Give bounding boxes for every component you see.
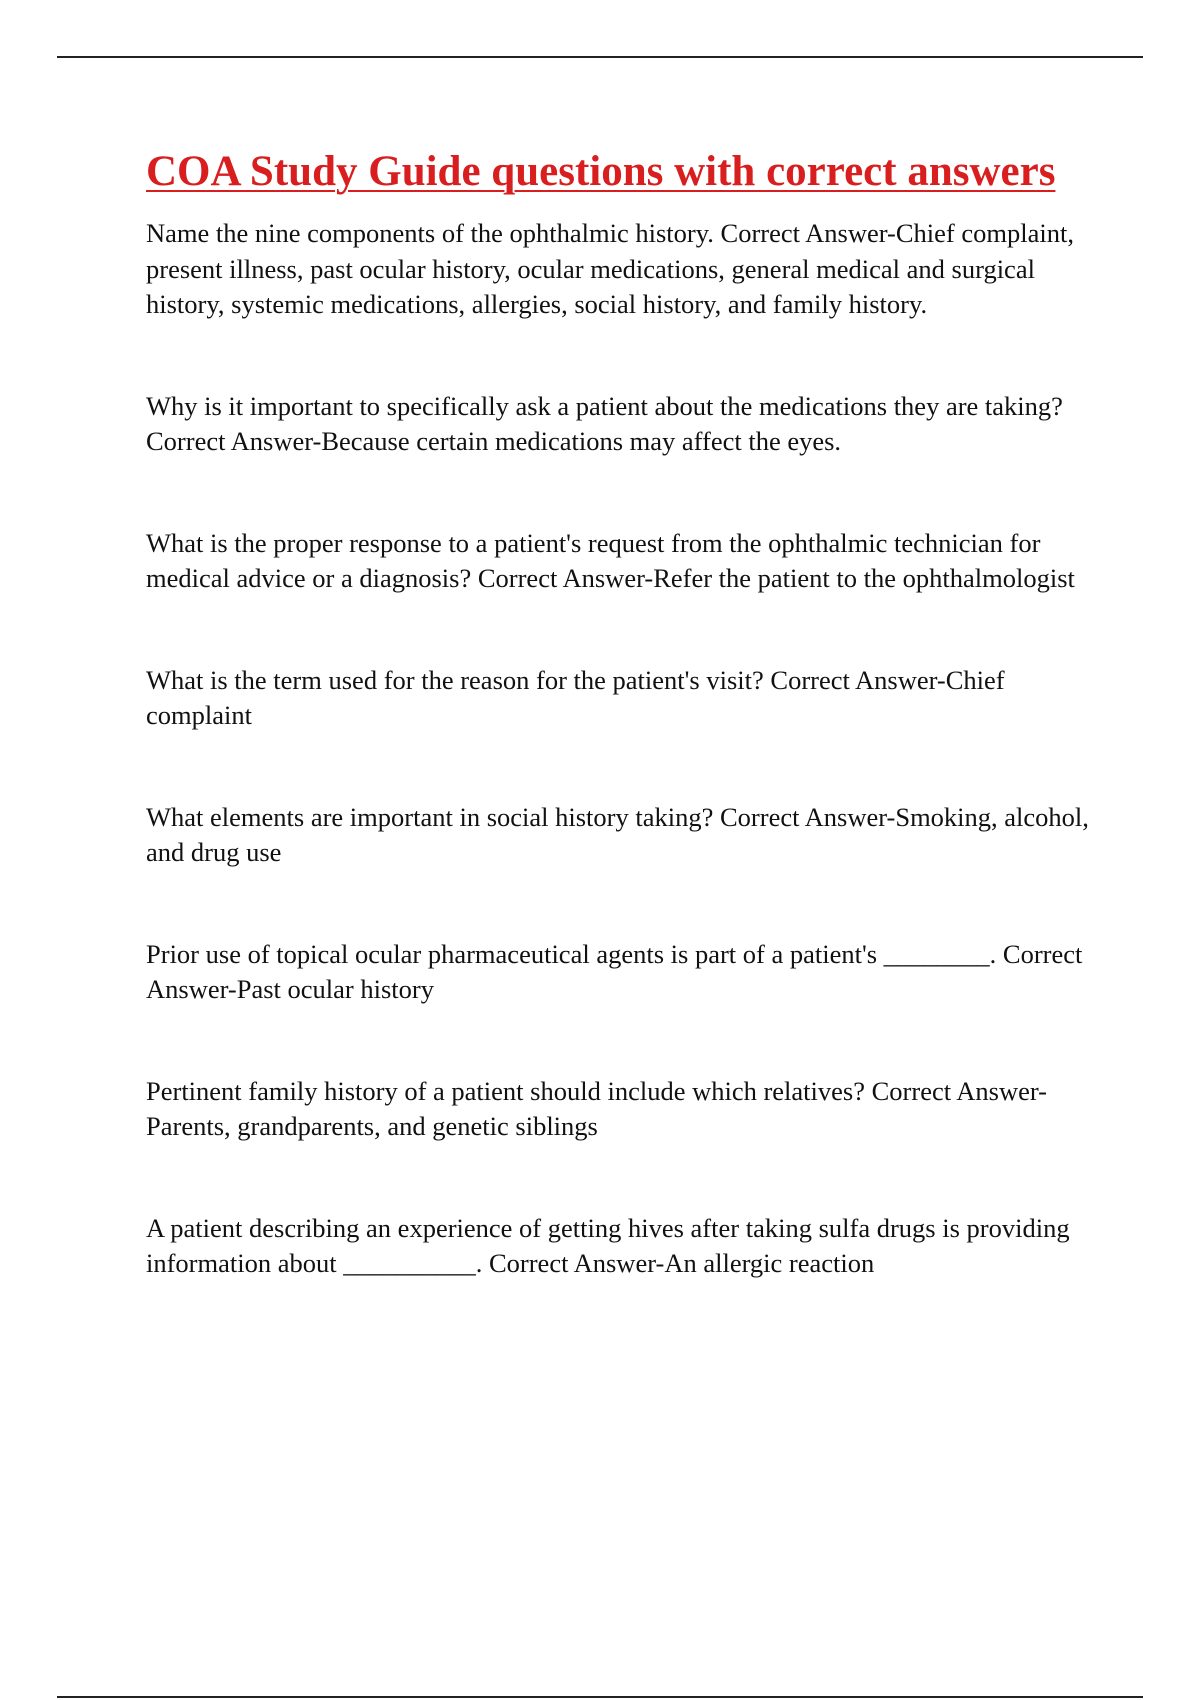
qa-item-5: What elements are important in social history taking? Correct Answer-Smoking, alcohol, and drug use — [146, 801, 1089, 867]
qa-list — [146, 216, 1096, 1282]
document-body — [146, 142, 1096, 1282]
qa-item-1: Name the nine components of the ophthalmic history. Correct Answer-Chief complaint, present illness, past ocular history, ocular medications, general medical and surgical history, systemic medications, allergies, social history, and family history. — [146, 218, 1074, 319]
qa-item-2: Why is it important to specifically ask a patient about the medications they are taking? Correct Answer-Because certain medications may affect the eyes. — [146, 390, 1063, 456]
qa-item-4: What is the term used for the reason for the patient's visit? Correct Answer-Chief complaint — [146, 664, 1005, 730]
qa-item-6: Prior use of topical ocular pharmaceutical agents is part of a patient's ________. Correct Answer-Past ocular history — [146, 938, 1083, 1004]
page-footer-rule — [57, 1696, 1143, 1698]
qa-item-7: Pertinent family history of a patient should include which relatives? Correct Answer-Parents, grandparents, and genetic siblings — [146, 1075, 1047, 1141]
page-header-rule — [57, 56, 1143, 58]
document-title: COA Study Guide questions with correct answers — [146, 148, 1056, 195]
qa-item-3: What is the proper response to a patient's request from the ophthalmic technician for medical advice or a diagnosis? Correct Answer-Refer the patient to the ophthalmologist — [146, 527, 1075, 593]
qa-item-8: A patient describing an experience of getting hives after taking sulfa drugs is providing information about __________. Correct Answer-An allergic reaction — [146, 1212, 1070, 1278]
